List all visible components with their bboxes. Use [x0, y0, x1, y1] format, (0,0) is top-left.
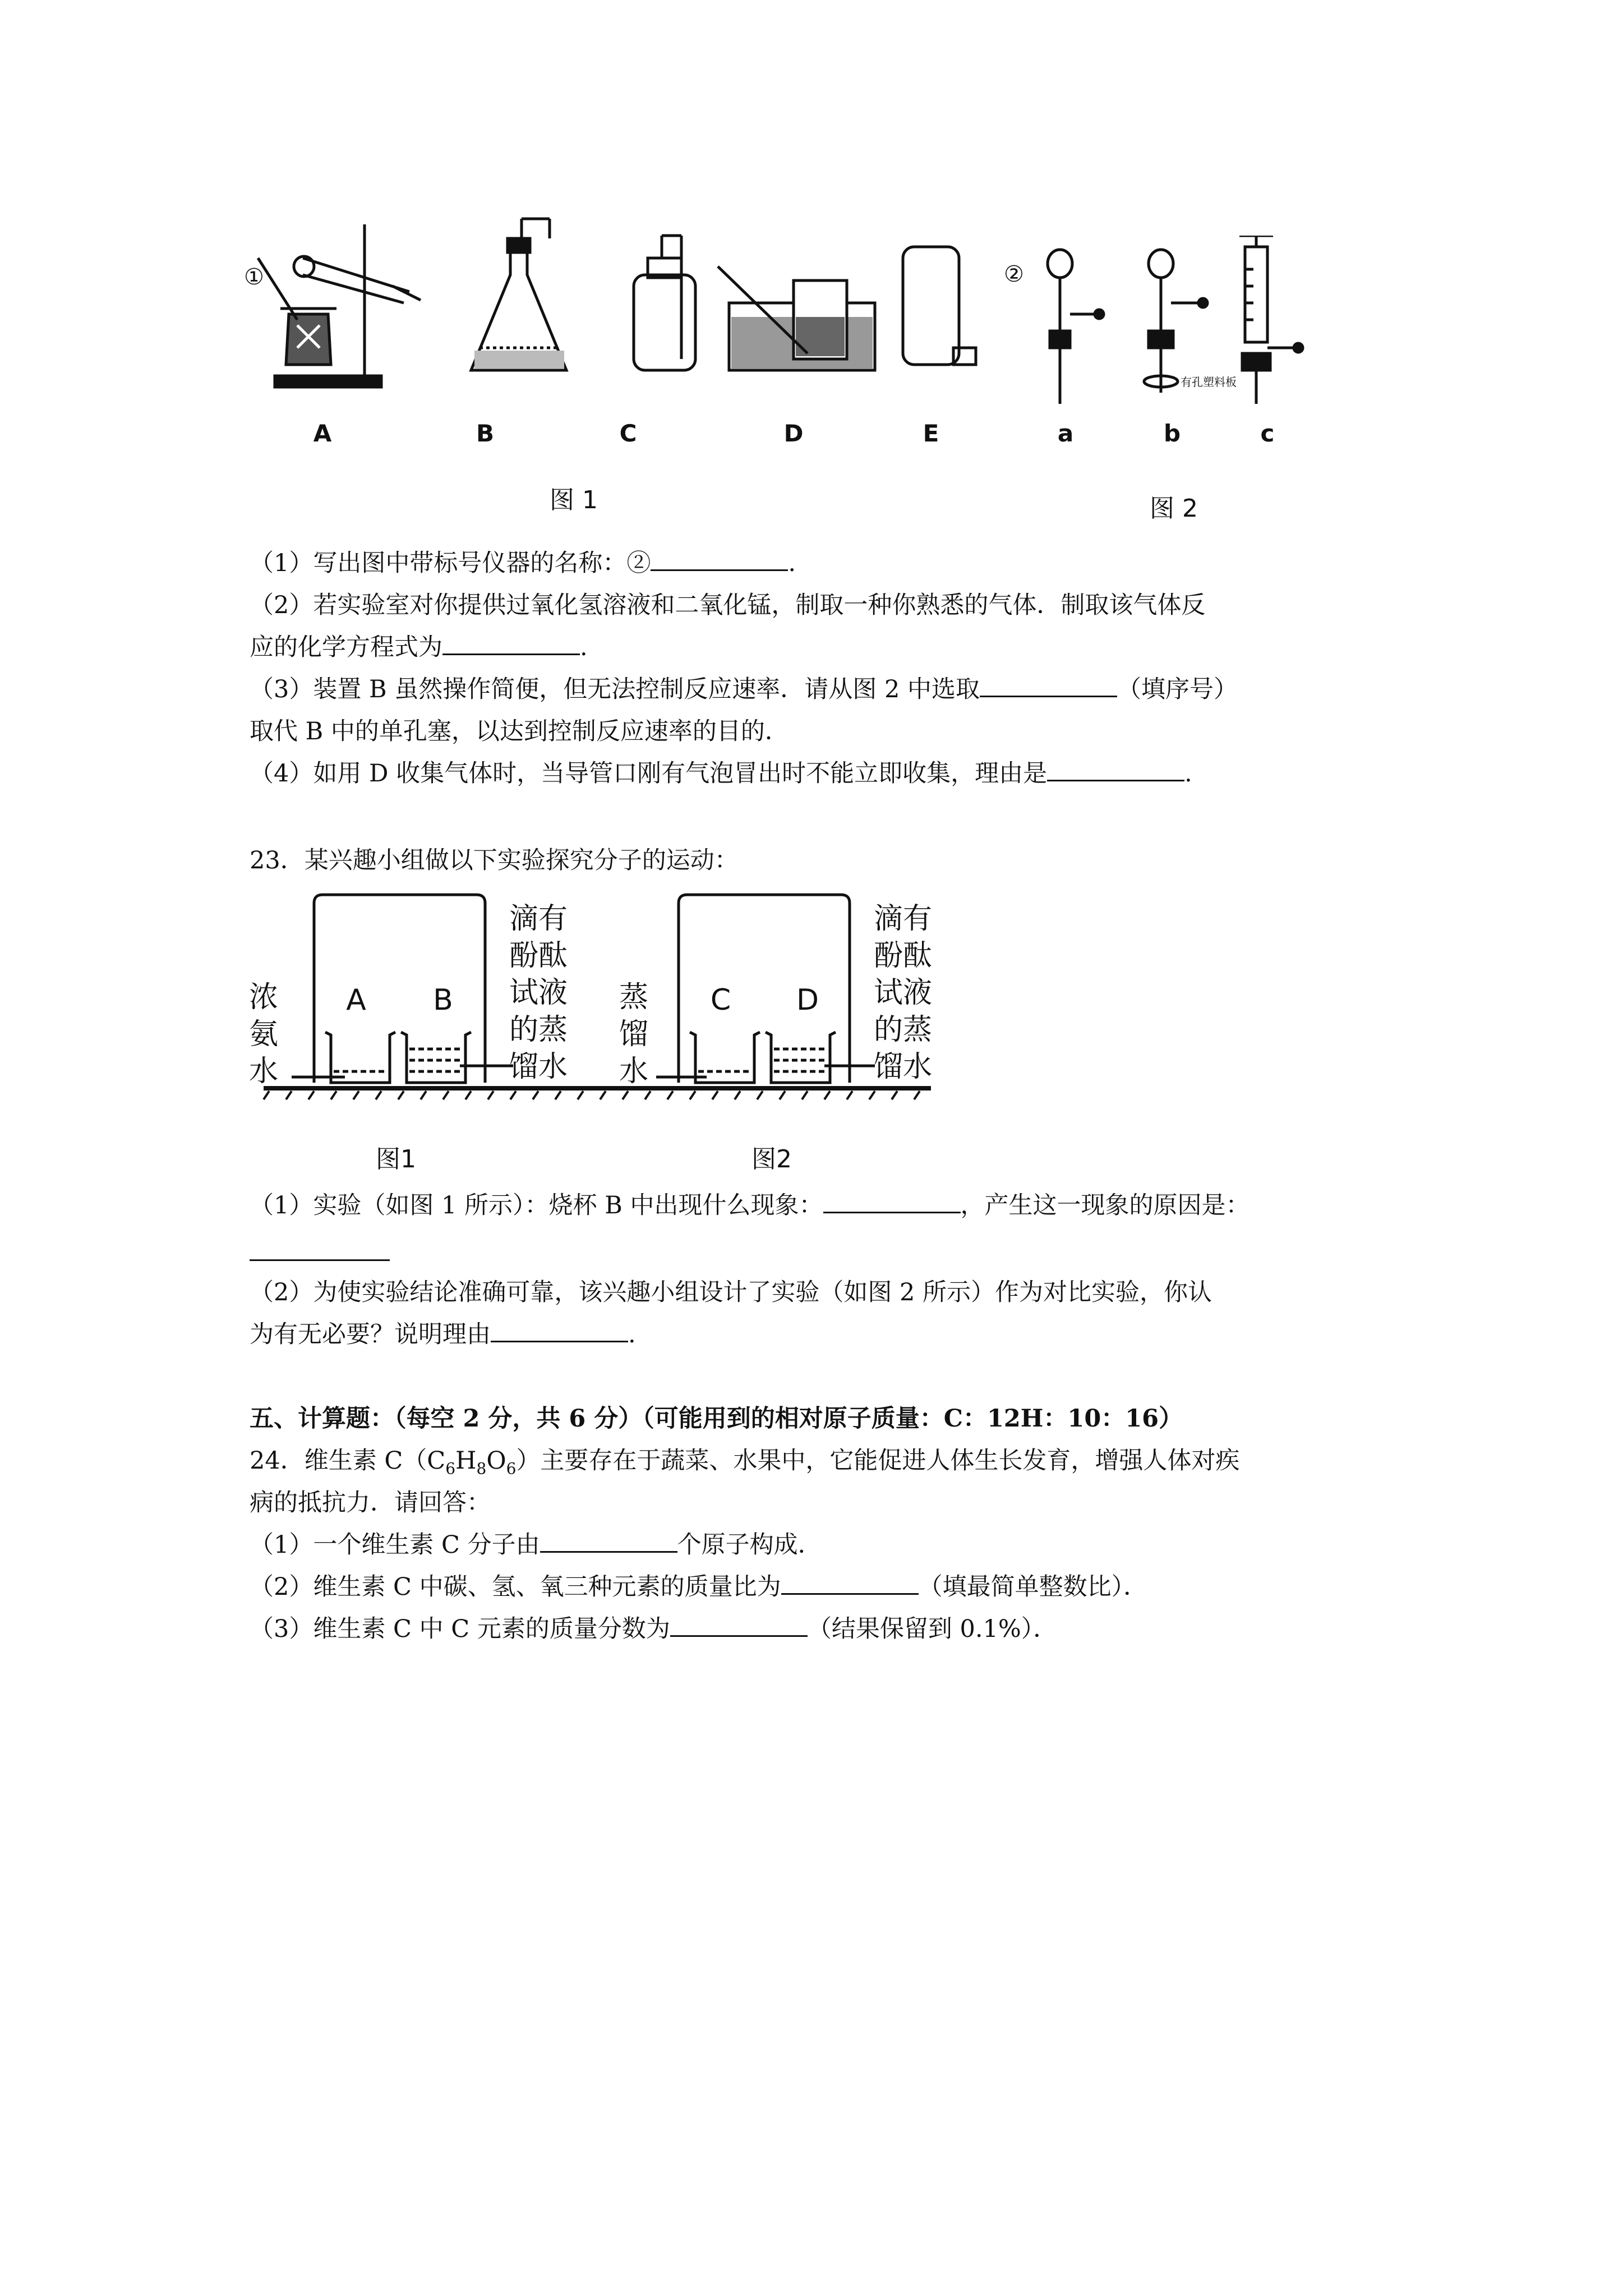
q24-part1: （1）一个维生素 C 分子由 个原子构成． [250, 1529, 822, 1561]
figure-2-apparatus [1004, 236, 1318, 415]
apparatus-c [634, 236, 695, 370]
q24-line2: 病的抵抗力．请回答： [250, 1489, 491, 1517]
q22-part3-line2: 取代 B 中的单孔塞，以达到控制反应速率的目的． [250, 717, 789, 746]
figure1-label-e: E [923, 420, 939, 447]
q23-fig1-caption: 图1 [376, 1145, 416, 1174]
q22-part2-post: . [580, 633, 588, 661]
figure1-label-a: A [313, 420, 332, 447]
q22-part2-line1: （2）若实验室对你提供过氧化氢溶液和二氧化锰，制取一种你熟悉的气体．制取该气体反 [250, 591, 1206, 619]
label-marker-2: ② [1004, 261, 1024, 287]
q22-answer-3[interactable] [980, 673, 1117, 697]
q22-answer-1[interactable] [651, 547, 788, 571]
q23-part2-post: . [628, 1320, 636, 1349]
q23-intro: 23．某兴趣小组做以下实验探究分子的运动： [250, 846, 739, 875]
plate-label: 有孔塑料板 [1181, 375, 1237, 389]
q24-part2: （2）维生素 C 中碳、氢、氧三种元素的质量比为 （填最简单整数比）． [250, 1571, 1147, 1603]
section5-heading: 五、计算题：（每空 2 分，共 6 分）（可能用到的相对原子质量：C：12H：10：16） [250, 1405, 1183, 1433]
apparatus-e [903, 247, 976, 365]
apparatus-a [275, 224, 421, 387]
apparatus-d [718, 266, 875, 370]
beaker-label-b: B [433, 983, 453, 1017]
q23-answer-2-line[interactable] [250, 1259, 390, 1261]
q22-answer-2[interactable] [442, 631, 580, 655]
q22-part4 [250, 757, 1192, 790]
q22-part4-pre: （4）如用 D 收集气体时，当导管口刚有气泡冒出时不能立即收集，理由是 [250, 760, 1048, 788]
q22-part2-line2 [250, 631, 588, 664]
q23-part2-line1: （2）为使实验结论准确可靠，该兴趣小组设计了实验（如图 2 所示）作为对比实验，你认 [250, 1278, 1212, 1306]
q24-line1: 24．维生素 $C(C_6H_8O_6)$主要存在于蔬菜、水果中，它能促进人体生长发育，增强人体对疾 [250, 1447, 1240, 1478]
apparatus-b [471, 219, 566, 370]
q23-part1 [250, 1189, 1250, 1222]
figure2-label-a: a [1057, 420, 1074, 447]
q22-answer-4[interactable] [1047, 757, 1184, 781]
q22-part1 [250, 547, 796, 579]
apparatus-c-syringe [1239, 236, 1303, 404]
label-conc-ammonia: 浓 氨 水 [248, 981, 278, 1088]
apparatus-a-funnel [1048, 250, 1104, 404]
q22-part3-pre: （3）装置 B 虽然操作简便，但无法控制反应速率．请从图 2 中选取 [250, 675, 980, 703]
label-phenolphthalein-2: 滴有 酚酞 试液 的蒸 馏水 [873, 902, 932, 1084]
figure1-label-c: C [619, 420, 637, 447]
q24-answer-1[interactable] [540, 1529, 677, 1553]
q23-part1-pre: （1）实验（如图 1 所示）：烧杯 B 中出现什么现象： [250, 1191, 823, 1220]
figure1-caption: 图 1 [550, 486, 598, 514]
figure2-label-b: b [1163, 420, 1181, 447]
q24-answer-3[interactable] [670, 1613, 808, 1637]
label-marker-1: ① [244, 264, 264, 290]
q23-fig2-caption: 图2 [751, 1145, 792, 1174]
q23-beaker-diagram [247, 892, 942, 1150]
q23-part2-pre: 为有无必要？说明理由 [250, 1320, 491, 1349]
q23-answer-1[interactable] [823, 1189, 961, 1213]
q22-part3-line1 [250, 673, 1238, 706]
apparatus-b-funnel [1144, 250, 1207, 393]
label-phenolphthalein-1: 滴有 酚酞 试液 的蒸 馏水 [509, 902, 568, 1084]
figure2-label-c: c [1260, 420, 1275, 447]
q23-part2-line2 [250, 1318, 636, 1351]
q22-part1-post: . [788, 549, 796, 577]
q22-part4-post: . [1184, 760, 1192, 788]
figure-1-apparatus [236, 213, 1009, 404]
beaker-label-c: C [710, 983, 731, 1017]
q23-part1-post: ，产生这一现象的原因是： [960, 1191, 1250, 1220]
figure1-label-d: D [783, 420, 804, 447]
beaker-label-a: A [346, 983, 366, 1017]
q22-part3-post: （填序号） [1117, 675, 1238, 703]
q23-answer-3[interactable] [491, 1318, 628, 1342]
figure1-label-b: B [476, 420, 494, 447]
q24-part3: （3）维生素 C 中 C 元素的质量分数为 （结果保留到 0.1%）． [250, 1613, 1057, 1645]
q22-part2-pre: 应的化学方程式为 [250, 633, 442, 661]
figure2-caption: 图 2 [1150, 494, 1198, 523]
label-distilled-water: 蒸 馏 水 [619, 981, 648, 1088]
beaker-label-d: D [796, 983, 819, 1017]
q24-answer-2[interactable] [781, 1571, 919, 1595]
q22-part1-pre: （1）写出图中带标号仪器的名称：② [250, 549, 651, 577]
